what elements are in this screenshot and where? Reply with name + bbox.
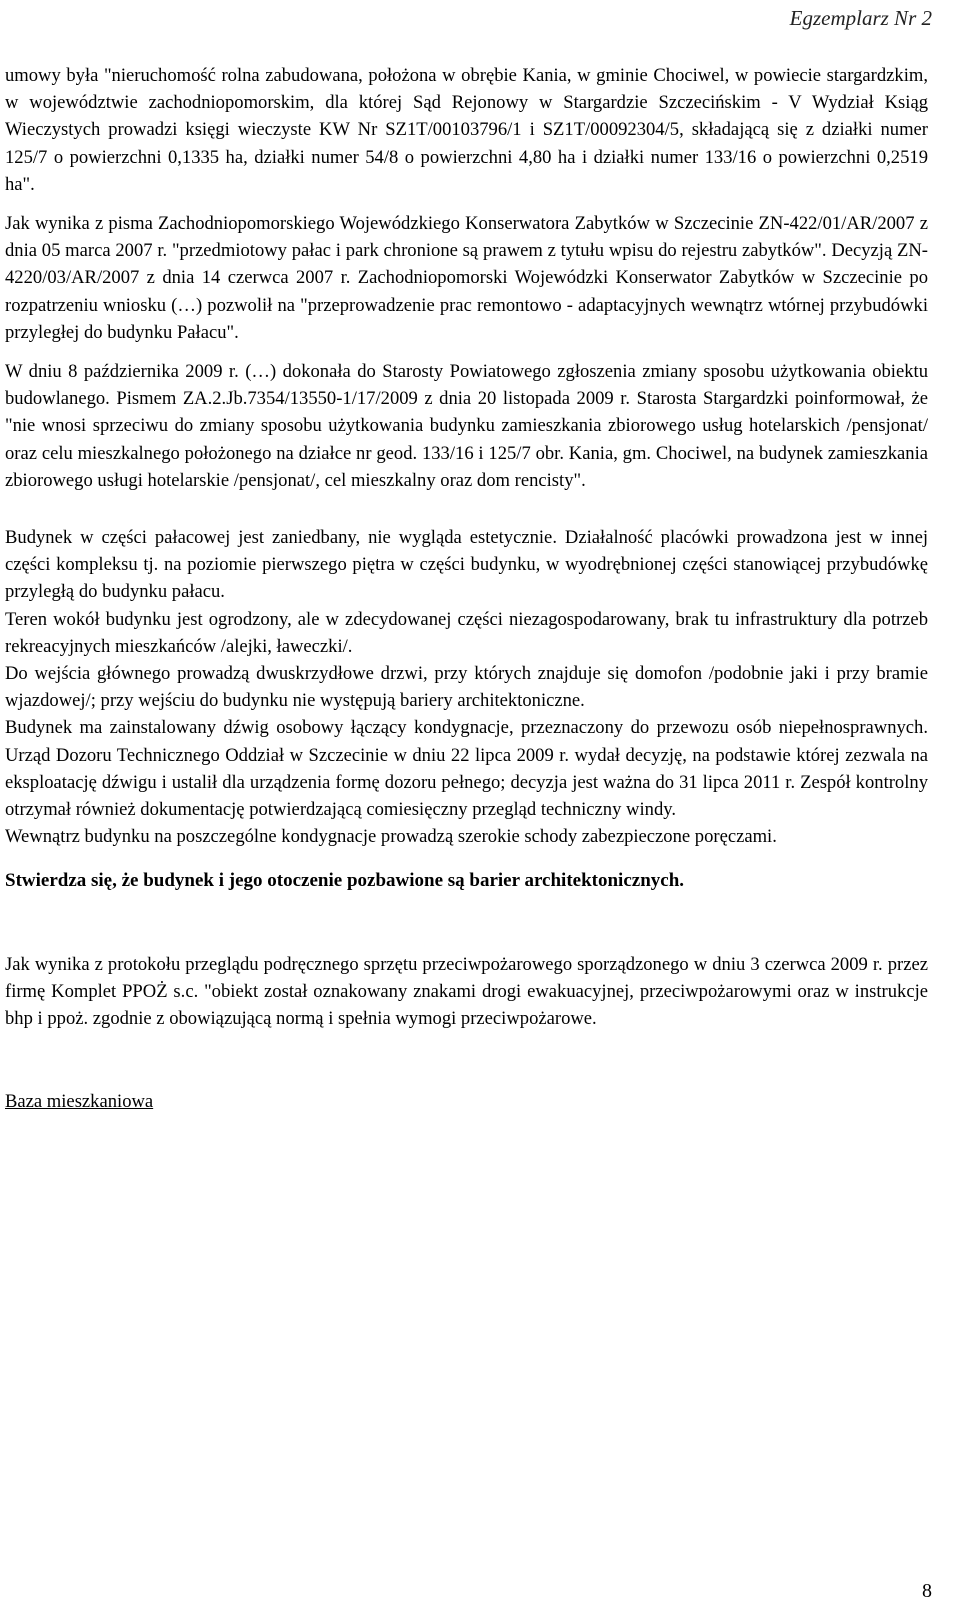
section-heading-housing: Baza mieszkaniowa	[5, 1091, 154, 1113]
document-body	[5, 62, 928, 1116]
paragraph-change-of-use: W dniu 8 października 2009 r. (…) dokonała do Starosty Powiatowego zgłoszenia zmiany sposobu użytkowania obiektu budowlanego. Pismem ZA.2.Jb.7354/13550-1/17/2009 z dnia 20 listopada 2009 r. Starosta Stargardzki poinformował, że "nie wnosi sprzeciwu do zmiany sposobu użytkowania budynku zamieszkania zbiorowego usług hotelarskich /pensjonat/ oraz celu mieszkalnego położonego na działce nr geod. 133/16 i 125/7 obr. Kania, gm. Chociwel, na budynek zamieszkania zbiorowego usługi hotelarskie /pensjonat/, cel mieszkalny oraz dom rencisty".	[5, 361, 928, 491]
paragraph-entrance: Do wejścia głównego prowadzą dwuskrzydłowe drzwi, przy których znajduje się domofon /podobnie jaki i przy bramie wjazdowej/; przy wejściu do budynku nie występują bariery architektoniczne.	[5, 663, 928, 712]
paragraph-fire-safety: Jak wynika z protokołu przeglądu podręcznego sprzętu przeciwpożarowego sporządzonego w dniu 3 czerwca 2009 r. przez firmę Komplet PPOŻ s.c. "obiekt został oznakowany znakami drogi ewakuacyjnej, przeciwpożarowymi oraz w instrukcje bhp i ppoż. zgodnie z obowiązującą normą i spełnia wymogi przeciwpożarowe.	[5, 953, 928, 1030]
page-number: 8	[922, 1580, 932, 1602]
paragraph-grounds: Teren wokół budynku jest ogrodzony, ale w zdecydowanej części niezagospodarowany, brak tu infrastruktury dla potrzeb rekreacyjnych mieszkańców /alejki, ławeczki/.	[5, 608, 928, 657]
paragraph-elevator: Budynek ma zainstalowany dźwig osobowy łączący kondygnacje, przeznaczony do przewozu osób niepełnosprawnych. Urząd Dozoru Technicznego Oddział w Szczecinie w dniu 22 lipca 2009 r. wydał decyzję, na podstawie której zezwala na eksploatację dźwigu i ustalił dla urządzenia formę dozoru pełnego; decyzja jest ważna do 31 lipca 2011 r. Zespół kontrolny otrzymał również dokumentację potwierdzającą comiesięczny przegląd techniczny windy.	[5, 717, 928, 821]
paragraph-monument-conservator: Jak wynika z pisma Zachodniopomorskiego Wojewódzkiego Konserwatora Zabytków w Szczecinie ZN-422/01/AR/2007 z dnia 05 marca 2007 r. "przedmiotowy pałac i park chronione są prawem z tytułu wpisu do rejestru zabytków". Decyzją ZN-4220/03/AR/2007 z dnia 14 czerwca 2007 r. Zachodniopomorski Wojewódzki Konserwator Zabytków w Szczecinie po rozpatrzeniu wniosku (…) pozwolił na "przeprowadzenie prac remontowo - adaptacyjnych wewnątrz wtórnej przybudówki przyległej do budynku Pałacu".	[5, 213, 928, 343]
conclusion-statement: Stwierdza się, że budynek i jego otoczenie pozbawione są barier architektonicznych.	[5, 870, 685, 892]
paragraph-stairs: Wewnątrz budynku na poszczególne kondygnacje prowadzą szerokie schody zabezpieczone poręczami.	[5, 826, 777, 848]
copy-number-header: Egzemplarz Nr 2	[789, 6, 932, 30]
paragraph-land-register: umowy była "nieruchomość rolna zabudowana, położona w obrębie Kania, w gminie Chociwel, w powiecie stargardzkim, w województwie zachodniopomorskim, dla której Sąd Rejonowy w Stargardzie Szczecińskim - V Wydział Ksiąg Wieczystych prowadzi księgi wieczyste KW Nr SZ1T/00103796/1 i SZ1T/00092304/5, składającą się z działki numer 125/7 o powierzchni 0,1335 ha, działki numer 54/8 o powierzchni 4,80 ha i działki numer 133/16 o powierzchni 0,2519 ha".	[5, 65, 928, 195]
paragraph-building-condition: Budynek w części pałacowej jest zaniedbany, nie wygląda estetycznie. Działalność placówki prowadzona jest w innej części kompleksu tj. na poziomie pierwszego piętra w części budynku, w wyodrębnionej części stanowiącej przybudówkę przyległą do budynku pałacu.	[5, 527, 928, 603]
